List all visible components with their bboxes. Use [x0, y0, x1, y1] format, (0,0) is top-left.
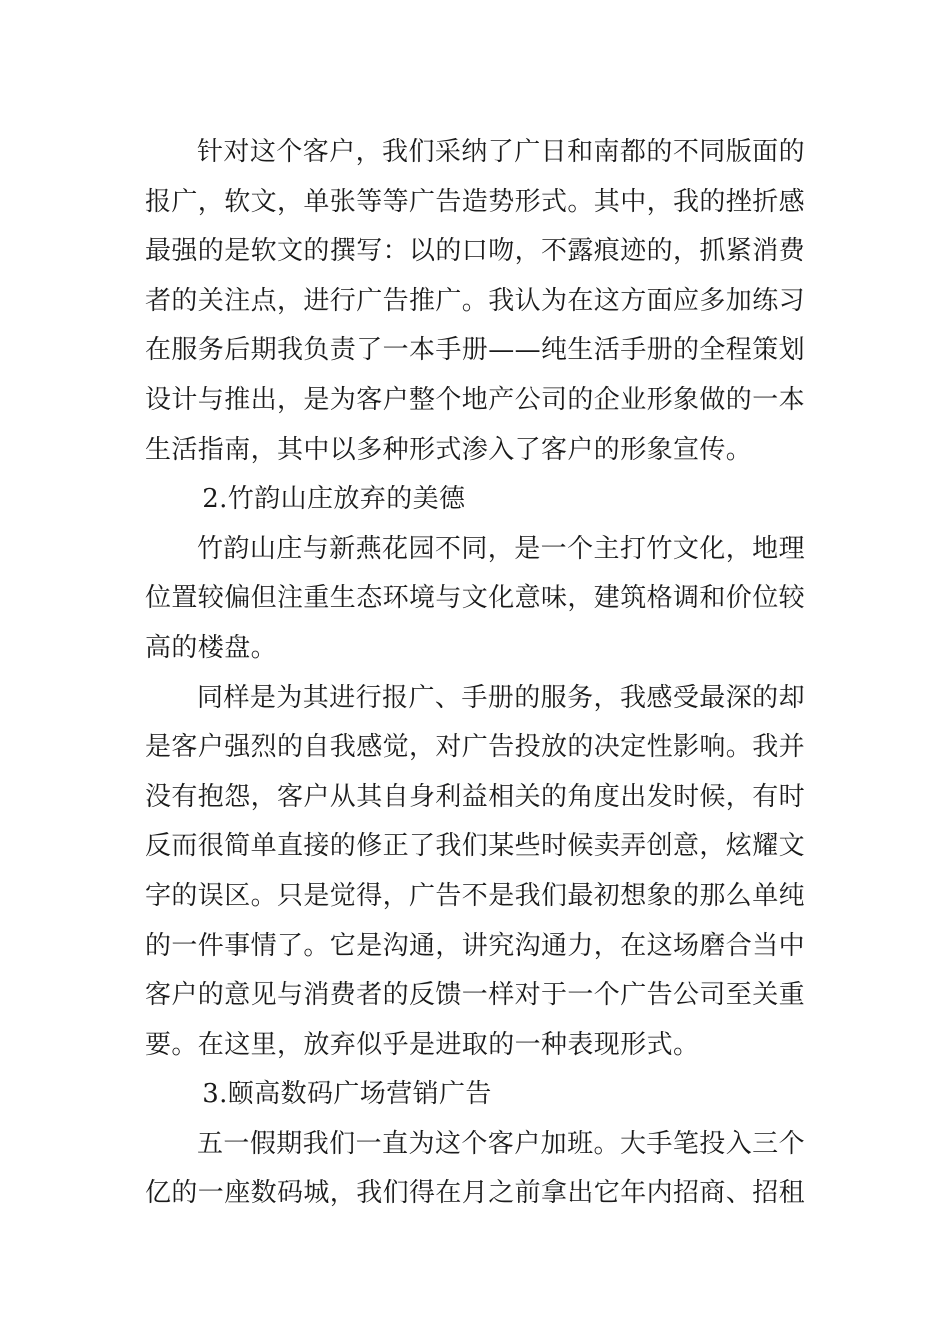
paragraph-client-strategy: 针对这个客户，我们采纳了广日和南都的不同版面的报广，软文，单张等等广告造势形式。其中，我的挫折感最强的是软文的撰写：以的口吻，不露痕迹的，抓紧消费者的关注点，进行广告推广。我认为在这方面应多加练习在服务后期我负责了一本手册——纯生活手册的全程策划设计与推出，是为客户整个地产公司的企业形象做的一本生活指南，其中以多种形式渗入了客户的形象宣传。: [145, 137, 806, 465]
paragraph-digital-plaza: 五一假期我们一直为这个客户加班。大手笔投入三个亿的一座数码城，我们得在月之前拿出它年内招商、招租: [145, 1128, 806, 1209]
paragraph-bamboo-villa-intro: 竹韵山庄与新燕花园不同，是一个主打竹文化，地理位置较偏但注重生态环境与文化意味，建筑格调和价位较高的楼盘。: [145, 533, 806, 663]
document-body: [145, 128, 805, 1219]
paragraph-bamboo-villa-reflection: 同样是为其进行报广、手册的服务，我感受最深的却是客户强烈的自我感觉，对广告投放的决定性影响。我并没有抱怨，客户从其自身利益相关的角度出发时候，有时反而很简单直接的修正了我们某些时候卖弄创意，炫耀文字的误区。只是觉得，广告不是我们最初想象的那么单纯的一件事情了。它是沟通，讲究沟通力，在这场磨合当中客户的意见与消费者的反馈一样对于一个广告公司至关重要。在这里，放弃似乎是进取的一种表现形式。: [145, 682, 806, 1060]
section-heading-bamboo-villa: 2.竹韵山庄放弃的美德: [202, 484, 466, 515]
section-heading-digital-plaza: 3.颐高数码广场营销广告: [202, 1079, 492, 1110]
